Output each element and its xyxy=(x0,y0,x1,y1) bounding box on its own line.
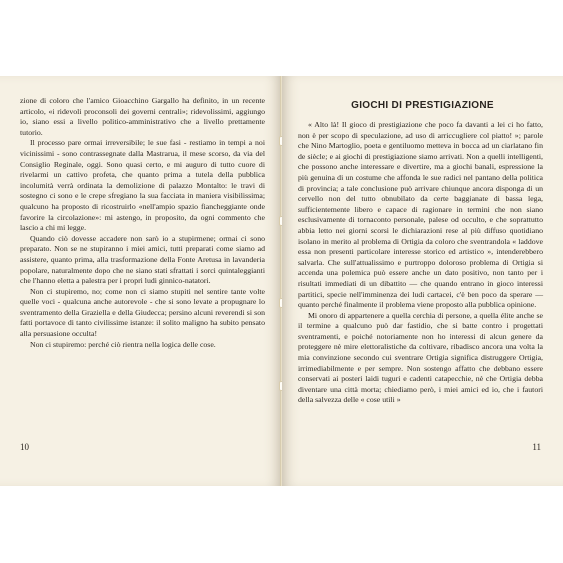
left-paragraph: Non ci stupiremo, no; come non ci siamo stupiti nel sentire tante volte quelle voci - qualcuna anche autorevole - che si sono levate a propugnare lo sventramento della Graziella e della Giudecca; persino alcuni reverendi si son fatti portavoce di tanto civilissime istanze: il solito maligno ha subito pensato alla persuasione occulta! xyxy=(20,286,265,339)
page-number-left: 10 xyxy=(20,442,29,452)
right-page xyxy=(282,76,563,486)
left-paragraph: Il processo pare ormai irreversibile; le sue fasi - restiamo in tempi a noi vicinissimi - sono contrassegnate dalla Mastrarua, il mese scorso, da via del Consiglio Reginale, oggi. Sono quasi certo, e mi auguro di tutto cuore di rivelarmi un cattivo profeta, che quanto prima a tutela della pubblica incolumità verrà ordinata la demolizione di palazzo Montalto: le travi di sostegno ci sono e le crepe sfregiano la sua facciata in maniera visibilissima; qualcuno ha proposto di ricostruirlo «nell'ampio spazio fiancheggiante onde favorire la circolazione»: mi astengo, in proposito, da ogni commento che lascio a chi mi legge. xyxy=(20,138,265,233)
left-page xyxy=(0,76,281,486)
left-paragraph: Quando ciò dovesse accadere non sarò io a stupirmene; ormai ci sono preparato. Non se ne stupiranno i miei amici, tutti preparati come siamo ad assistere, quanto prima, alla trasformazione della Fonte Aretusa in lavanderia popolare, naturalmente dopo che ne siano stati sfrattati i sorci quintaleggianti che l'hanno eletta a palestra per i propri ludi ginnico-natatori. xyxy=(20,233,265,286)
left-page-text xyxy=(20,96,265,350)
chapter-title: GIOCHI DI PRESTIGIAZIONE xyxy=(351,100,494,111)
left-paragraph: Non ci stupiremo: perché ciò rientra nella logica delle cose. xyxy=(30,339,216,349)
page-number-right: 11 xyxy=(532,442,541,452)
book-spread xyxy=(0,76,563,486)
right-paragraph: « Alto là! Il gioco di prestigiazione che poco fa davanti a lei ci ho fatto, non è per scopo di speculazione, ad uso di arriccugliere col piatto! »; parole che Nino Martoglio, poeta e gentiluomo metteva in bocca ad un ciarlatano fin de siècle; e ai giochi di prestigiazione siamo arrivati. Non a quelli intelligenti, che possono anche interessare e divertire, ma a giochi banali, espressione la più genuina di un costume che affonda le sue radici nel pantano della politica di provincia; a tale conclusione può arrivare chiunque ancora disponga di un cervello non del tutto obnubilato da certe baggianate di bassa lega, sufficientemente libero e capace di ragionare in termini che non siano esclusivamente di tornaconto personale, palese od occulto, e che soprattutto abbia letto nei giorni scorsi le dichiarazioni rese al più diffuso quotidiano isolano in merito al problema di Ortigia da coloro che sventrandola « laddove essa non presenti particolare interesse storico ed artistico », intenderebbero salvarla. Che sull'attualissimo e purtroppo doloroso problema di Ortigia si accenda una polemica può essere anche un dato positivo, non tanto per i risultati immediati di un dibattito — che quando entrano in gioco interessi partitici, specie nell'imminenza dei ludi cartacei, c'è ben poco da sperare — quanto perché finalmente il problema viene proposto alla pubblica opinione. xyxy=(298,120,543,310)
right-page-text xyxy=(298,120,543,406)
left-paragraph: zione di coloro che l'amico Gioacchino Gargallo ha definito, in un recente articolo, «i ridevoli proconsoli dei governi centrali»; ridevolissimi, aggiungo io, siano essi a livello politico-amministrativo che a livello prettamente tutorio. xyxy=(20,96,265,137)
right-paragraph: Mi onoro di appartenere a quella cerchia di persone, a quella élite anche se il termine a qualcuno può dar fastidio, che si batte contro i progettati sventramenti, e poiché notoriamente non ho interessi di alcun genere da proteggere nè mire elettoralistiche da coltivare, ribadisco ancora una volta la mia convinzione secondo cui sventrare Ortigia significa distruggere Ortigia, irrimediabilmente e per sempre. Non sostengo affatto che debbano essere conservati ai posteri laidi tuguri e cadenti catapecchie, nè che Ortigia debba diventare una città morta; chiediamo però, i miei amici ed io, che i fautori della salvezza delle « cose utili » xyxy=(298,310,543,405)
